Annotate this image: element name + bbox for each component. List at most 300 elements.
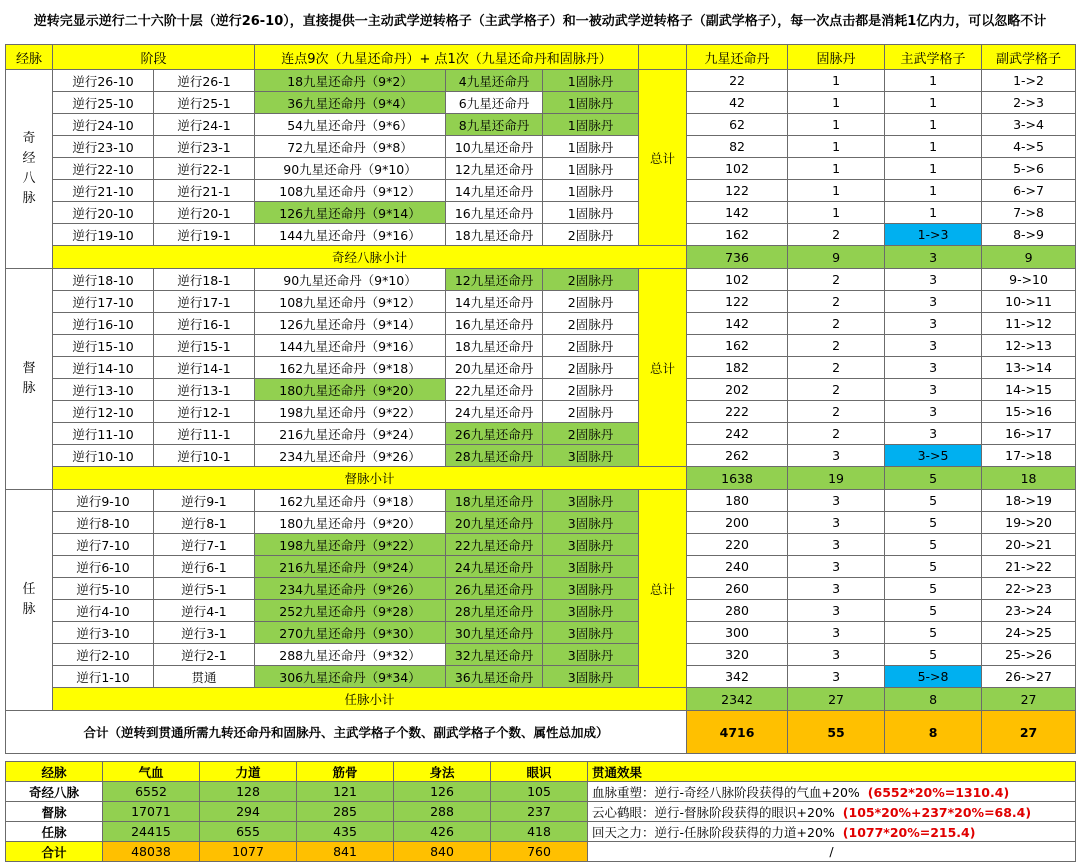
cost-nine-clicks: 72九星还命丹（9*8） bbox=[255, 136, 446, 158]
cost-nine-clicks: 108九星还命丹（9*12） bbox=[255, 291, 446, 313]
header-stage: 阶段 bbox=[53, 45, 255, 70]
cost-last-pill: 28九星还命丹 bbox=[446, 445, 543, 467]
sub-slot-count: 22->23 bbox=[982, 578, 1076, 600]
cost-last-gumai: 3固脉丹 bbox=[543, 512, 639, 534]
stat-value: 105 bbox=[491, 782, 588, 802]
effects-table bbox=[5, 761, 1076, 862]
main-slot-count: 3 bbox=[885, 269, 982, 291]
effect-cell bbox=[588, 822, 1076, 842]
effects-meridian-name: 奇经八脉 bbox=[6, 782, 103, 802]
main-slot-count: 3 bbox=[885, 335, 982, 357]
cost-nine-clicks: 270九星还命丹（9*30） bbox=[255, 622, 446, 644]
pill-count: 182 bbox=[687, 357, 788, 379]
subtotal-row bbox=[6, 246, 1076, 269]
stat-total: 841 bbox=[297, 842, 394, 862]
stage-end: 逆行20-1 bbox=[154, 202, 255, 224]
cost-nine-clicks: 36九星还命丹（9*4） bbox=[255, 92, 446, 114]
cost-last-pill: 12九星还命丹 bbox=[446, 269, 543, 291]
stat-value: 24415 bbox=[103, 822, 200, 842]
stage-start: 逆行1-10 bbox=[53, 666, 154, 688]
stage-end: 逆行15-1 bbox=[154, 335, 255, 357]
stage-start: 逆行15-10 bbox=[53, 335, 154, 357]
cost-nine-clicks: 216九星还命丹（9*24） bbox=[255, 423, 446, 445]
gumai-count: 1 bbox=[788, 70, 885, 92]
subtotal-gumai: 9 bbox=[788, 246, 885, 269]
table-row bbox=[6, 92, 1076, 114]
cost-last-pill: 20九星还命丹 bbox=[446, 357, 543, 379]
cost-last-gumai: 1固脉丹 bbox=[543, 136, 639, 158]
pill-count: 102 bbox=[687, 158, 788, 180]
pill-count: 342 bbox=[687, 666, 788, 688]
pill-count: 222 bbox=[687, 401, 788, 423]
gumai-count: 1 bbox=[788, 136, 885, 158]
cost-nine-clicks: 306九星还命丹（9*34） bbox=[255, 666, 446, 688]
cost-last-gumai: 3固脉丹 bbox=[543, 622, 639, 644]
gumai-count: 2 bbox=[788, 401, 885, 423]
subtotal-pills: 1638 bbox=[687, 467, 788, 490]
subtotal-label: 奇经八脉小计 bbox=[53, 246, 687, 269]
stat-total: 760 bbox=[491, 842, 588, 862]
cost-last-pill: 24九星还命丹 bbox=[446, 401, 543, 423]
sub-slot-count: 4->5 bbox=[982, 136, 1076, 158]
stage-end: 逆行5-1 bbox=[154, 578, 255, 600]
stage-end: 逆行21-1 bbox=[154, 180, 255, 202]
sub-slot-count: 10->11 bbox=[982, 291, 1076, 313]
header-combined: 连点9次（九星还命丹）+ 点1次（九星还命丹和固脉丹） bbox=[255, 45, 639, 70]
stage-start: 逆行7-10 bbox=[53, 534, 154, 556]
pill-count: 200 bbox=[687, 512, 788, 534]
sub-slot-count: 6->7 bbox=[982, 180, 1076, 202]
stat-header: 力道 bbox=[200, 762, 297, 782]
stage-start: 逆行26-10 bbox=[53, 70, 154, 92]
cost-last-gumai: 2固脉丹 bbox=[543, 269, 639, 291]
cost-last-gumai: 1固脉丹 bbox=[543, 92, 639, 114]
table-row bbox=[6, 512, 1076, 534]
gumai-count: 3 bbox=[788, 666, 885, 688]
table-row bbox=[6, 224, 1076, 246]
main-slot-count: 1 bbox=[885, 202, 982, 224]
meridian-name bbox=[6, 269, 53, 490]
main-slot-count: 5 bbox=[885, 534, 982, 556]
subtotal-gumai: 27 bbox=[788, 688, 885, 711]
meridian-label: 任脉 bbox=[22, 582, 36, 617]
table-row bbox=[6, 578, 1076, 600]
cost-nine-clicks: 198九星还命丹（9*22） bbox=[255, 534, 446, 556]
pill-count: 300 bbox=[687, 622, 788, 644]
stage-end: 逆行7-1 bbox=[154, 534, 255, 556]
table-row bbox=[6, 556, 1076, 578]
cost-last-pill: 26九星还命丹 bbox=[446, 578, 543, 600]
header-sub-slot: 副武学格子 bbox=[982, 45, 1076, 70]
subtotal-label: 任脉小计 bbox=[53, 688, 687, 711]
meridian-label: 奇经八脉 bbox=[22, 131, 36, 206]
total-label: 总计 bbox=[639, 70, 687, 246]
meridian-label: 督脉 bbox=[22, 361, 36, 396]
subtotal-label: 督脉小计 bbox=[53, 467, 687, 490]
cost-nine-clicks: 234九星还命丹（9*26） bbox=[255, 445, 446, 467]
stage-end: 逆行10-1 bbox=[154, 445, 255, 467]
table-row bbox=[6, 70, 1076, 92]
stat-header: 眼识 bbox=[491, 762, 588, 782]
cost-table bbox=[5, 44, 1076, 754]
pill-count: 42 bbox=[687, 92, 788, 114]
stage-start: 逆行21-10 bbox=[53, 180, 154, 202]
grand-total-gumai: 55 bbox=[788, 711, 885, 754]
gumai-count: 2 bbox=[788, 313, 885, 335]
gumai-count: 2 bbox=[788, 224, 885, 246]
main-slot-count: 1 bbox=[885, 158, 982, 180]
stage-start: 逆行9-10 bbox=[53, 490, 154, 512]
meridian-name bbox=[6, 70, 53, 269]
gumai-count: 3 bbox=[788, 445, 885, 467]
main-slot-count: 1 bbox=[885, 180, 982, 202]
stat-value: 285 bbox=[297, 802, 394, 822]
stage-start: 逆行16-10 bbox=[53, 313, 154, 335]
effect-cell bbox=[588, 782, 1076, 802]
main-slot-count: 3 bbox=[885, 423, 982, 445]
stage-start: 逆行19-10 bbox=[53, 224, 154, 246]
stage-end: 逆行16-1 bbox=[154, 313, 255, 335]
cost-last-gumai: 3固脉丹 bbox=[543, 534, 639, 556]
stage-end: 逆行18-1 bbox=[154, 269, 255, 291]
stage-end: 逆行23-1 bbox=[154, 136, 255, 158]
stage-end: 逆行2-1 bbox=[154, 644, 255, 666]
pill-count: 102 bbox=[687, 269, 788, 291]
pill-count: 320 bbox=[687, 644, 788, 666]
table-header-row bbox=[6, 45, 1076, 70]
stage-start: 逆行2-10 bbox=[53, 644, 154, 666]
stat-value: 6552 bbox=[103, 782, 200, 802]
cost-last-pill: 18九星还命丹 bbox=[446, 490, 543, 512]
sub-slot-count: 9->10 bbox=[982, 269, 1076, 291]
cost-last-pill: 20九星还命丹 bbox=[446, 512, 543, 534]
cost-last-gumai: 3固脉丹 bbox=[543, 445, 639, 467]
stage-end: 贯通 bbox=[154, 666, 255, 688]
cost-last-pill: 8九星还命丹 bbox=[446, 114, 543, 136]
main-slot-count: 5 bbox=[885, 600, 982, 622]
cost-nine-clicks: 288九星还命丹（9*32） bbox=[255, 644, 446, 666]
sub-slot-count: 19->20 bbox=[982, 512, 1076, 534]
cost-last-pill: 6九星还命丹 bbox=[446, 92, 543, 114]
main-slot-count: 5 bbox=[885, 578, 982, 600]
stat-value: 426 bbox=[394, 822, 491, 842]
stage-start: 逆行18-10 bbox=[53, 269, 154, 291]
cost-nine-clicks: 108九星还命丹（9*12） bbox=[255, 180, 446, 202]
effects-total-label: 合计 bbox=[6, 842, 103, 862]
cost-nine-clicks: 54九星还命丹（9*6） bbox=[255, 114, 446, 136]
main-slot-count: 1 bbox=[885, 114, 982, 136]
stage-end: 逆行8-1 bbox=[154, 512, 255, 534]
sub-slot-count: 12->13 bbox=[982, 335, 1076, 357]
gumai-count: 2 bbox=[788, 423, 885, 445]
cost-last-gumai: 1固脉丹 bbox=[543, 158, 639, 180]
cost-nine-clicks: 216九星还命丹（9*24） bbox=[255, 556, 446, 578]
table-row bbox=[6, 445, 1076, 467]
subtotal-main-slot: 8 bbox=[885, 688, 982, 711]
main-slot-count: 3 bbox=[885, 291, 982, 313]
gumai-count: 1 bbox=[788, 158, 885, 180]
stage-start: 逆行17-10 bbox=[53, 291, 154, 313]
effects-row bbox=[6, 802, 1076, 822]
gumai-count: 3 bbox=[788, 556, 885, 578]
header-spacer bbox=[639, 45, 687, 70]
cost-last-gumai: 2固脉丹 bbox=[543, 335, 639, 357]
stage-start: 逆行5-10 bbox=[53, 578, 154, 600]
stat-total: 1077 bbox=[200, 842, 297, 862]
cost-last-gumai: 2固脉丹 bbox=[543, 423, 639, 445]
main-slot-count: 5 bbox=[885, 556, 982, 578]
effects-row bbox=[6, 782, 1076, 802]
sub-slot-count: 17->18 bbox=[982, 445, 1076, 467]
sub-slot-count: 7->8 bbox=[982, 202, 1076, 224]
stat-header: 气血 bbox=[103, 762, 200, 782]
cost-last-pill: 22九星还命丹 bbox=[446, 534, 543, 556]
main-slot-count: 1->3 bbox=[885, 224, 982, 246]
main-slot-count: 3->5 bbox=[885, 445, 982, 467]
gumai-count: 2 bbox=[788, 269, 885, 291]
cost-last-pill: 30九星还命丹 bbox=[446, 622, 543, 644]
stage-start: 逆行10-10 bbox=[53, 445, 154, 467]
cost-last-pill: 10九星还命丹 bbox=[446, 136, 543, 158]
cost-nine-clicks: 198九星还命丹（9*22） bbox=[255, 401, 446, 423]
cost-last-pill: 32九星还命丹 bbox=[446, 644, 543, 666]
stat-value: 128 bbox=[200, 782, 297, 802]
subtotal-main-slot: 3 bbox=[885, 246, 982, 269]
subtotal-main-slot: 5 bbox=[885, 467, 982, 490]
gumai-count: 3 bbox=[788, 512, 885, 534]
sub-slot-count: 14->15 bbox=[982, 379, 1076, 401]
subtotal-pills: 736 bbox=[687, 246, 788, 269]
pill-count: 82 bbox=[687, 136, 788, 158]
effect-cell bbox=[588, 802, 1076, 822]
sub-slot-count: 26->27 bbox=[982, 666, 1076, 688]
cost-last-pill: 22九星还命丹 bbox=[446, 379, 543, 401]
effect-total: / bbox=[588, 842, 1076, 862]
gumai-count: 1 bbox=[788, 114, 885, 136]
main-slot-count: 5 bbox=[885, 512, 982, 534]
gumai-count: 1 bbox=[788, 202, 885, 224]
cost-last-gumai: 3固脉丹 bbox=[543, 644, 639, 666]
gumai-count: 2 bbox=[788, 335, 885, 357]
effects-header-row bbox=[6, 762, 1076, 782]
table-row bbox=[6, 600, 1076, 622]
table-row bbox=[6, 622, 1076, 644]
cost-last-pill: 16九星还命丹 bbox=[446, 313, 543, 335]
table-row bbox=[6, 644, 1076, 666]
stage-end: 逆行24-1 bbox=[154, 114, 255, 136]
header-meridian: 经脉 bbox=[6, 45, 53, 70]
stage-start: 逆行23-10 bbox=[53, 136, 154, 158]
cost-last-pill: 36九星还命丹 bbox=[446, 666, 543, 688]
stage-start: 逆行3-10 bbox=[53, 622, 154, 644]
stat-total: 840 bbox=[394, 842, 491, 862]
stage-start: 逆行22-10 bbox=[53, 158, 154, 180]
effect-description: 回天之力：逆行-任脉阶段获得的力道+20% bbox=[592, 824, 835, 840]
stage-end: 逆行25-1 bbox=[154, 92, 255, 114]
sub-slot-count: 18->19 bbox=[982, 490, 1076, 512]
table-row bbox=[6, 269, 1076, 291]
sub-slot-count: 8->9 bbox=[982, 224, 1076, 246]
stage-start: 逆行4-10 bbox=[53, 600, 154, 622]
gumai-count: 3 bbox=[788, 622, 885, 644]
cost-last-pill: 18九星还命丹 bbox=[446, 335, 543, 357]
stage-end: 逆行14-1 bbox=[154, 357, 255, 379]
stat-value: 126 bbox=[394, 782, 491, 802]
effect-calculation: (6552*20%=1310.4) bbox=[867, 784, 1010, 800]
gumai-count: 3 bbox=[788, 600, 885, 622]
pill-count: 22 bbox=[687, 70, 788, 92]
pill-count: 180 bbox=[687, 490, 788, 512]
cost-last-gumai: 1固脉丹 bbox=[543, 180, 639, 202]
cost-nine-clicks: 90九星还命丹（9*10） bbox=[255, 158, 446, 180]
stage-end: 逆行26-1 bbox=[154, 70, 255, 92]
cost-last-gumai: 1固脉丹 bbox=[543, 114, 639, 136]
main-slot-count: 3 bbox=[885, 357, 982, 379]
stage-end: 逆行4-1 bbox=[154, 600, 255, 622]
grand-total-label: 合计（逆转到贯通所需九转还命丹和固脉丹、主武学格子个数、副武学格子个数、属性总加成） bbox=[6, 711, 687, 754]
grand-total-pills: 4716 bbox=[687, 711, 788, 754]
effect-description: 血脉重塑：逆行-奇经八脉阶段获得的气血+20% bbox=[592, 784, 860, 800]
pill-count: 142 bbox=[687, 202, 788, 224]
cost-last-pill: 26九星还命丹 bbox=[446, 423, 543, 445]
sub-slot-count: 21->22 bbox=[982, 556, 1076, 578]
cost-last-gumai: 2固脉丹 bbox=[543, 313, 639, 335]
pill-count: 122 bbox=[687, 180, 788, 202]
page-title: 逆转完显示逆行二十六阶十层（逆行26-10），直接提供一主动武学逆转格子（主武学格子）和一被动武学逆转格子（副武学格子），每一次点击都是消耗1亿内力，可以忽略不计 bbox=[33, 14, 1047, 29]
pill-count: 260 bbox=[687, 578, 788, 600]
table-row bbox=[6, 490, 1076, 512]
main-slot-count: 3 bbox=[885, 379, 982, 401]
stage-start: 逆行24-10 bbox=[53, 114, 154, 136]
table-row bbox=[6, 158, 1076, 180]
table-row bbox=[6, 202, 1076, 224]
cost-nine-clicks: 180九星还命丹（9*20） bbox=[255, 379, 446, 401]
subtotal-row bbox=[6, 688, 1076, 711]
sub-slot-count: 16->17 bbox=[982, 423, 1076, 445]
stage-end: 逆行13-1 bbox=[154, 379, 255, 401]
sub-slot-count: 20->21 bbox=[982, 534, 1076, 556]
cost-last-gumai: 2固脉丹 bbox=[543, 224, 639, 246]
pill-count: 240 bbox=[687, 556, 788, 578]
cost-nine-clicks: 144九星还命丹（9*16） bbox=[255, 224, 446, 246]
table-row bbox=[6, 379, 1076, 401]
stage-end: 逆行9-1 bbox=[154, 490, 255, 512]
gumai-count: 2 bbox=[788, 379, 885, 401]
cost-nine-clicks: 252九星还命丹（9*28） bbox=[255, 600, 446, 622]
pill-count: 220 bbox=[687, 534, 788, 556]
gumai-count: 2 bbox=[788, 357, 885, 379]
cost-last-pill: 24九星还命丹 bbox=[446, 556, 543, 578]
stage-end: 逆行12-1 bbox=[154, 401, 255, 423]
pill-count: 162 bbox=[687, 224, 788, 246]
cost-last-gumai: 3固脉丹 bbox=[543, 556, 639, 578]
main-slot-count: 3 bbox=[885, 401, 982, 423]
total-label: 总计 bbox=[639, 490, 687, 688]
effect-description: 云心鹤眼：逆行-督脉阶段获得的眼识+20% bbox=[592, 804, 835, 820]
stat-header: 经脉 bbox=[6, 762, 103, 782]
gumai-count: 3 bbox=[788, 490, 885, 512]
stage-start: 逆行13-10 bbox=[53, 379, 154, 401]
table-row bbox=[6, 666, 1076, 688]
sub-slot-count: 13->14 bbox=[982, 357, 1076, 379]
pill-count: 162 bbox=[687, 335, 788, 357]
cost-last-gumai: 3固脉丹 bbox=[543, 666, 639, 688]
subtotal-row bbox=[6, 467, 1076, 490]
pill-count: 62 bbox=[687, 114, 788, 136]
cost-last-gumai: 3固脉丹 bbox=[543, 578, 639, 600]
cost-last-pill: 14九星还命丹 bbox=[446, 180, 543, 202]
main-slot-count: 1 bbox=[885, 70, 982, 92]
grand-total-main-slot: 8 bbox=[885, 711, 982, 754]
stage-start: 逆行25-10 bbox=[53, 92, 154, 114]
stat-value: 294 bbox=[200, 802, 297, 822]
subtotal-gumai: 19 bbox=[788, 467, 885, 490]
meridian-name bbox=[6, 490, 53, 711]
pill-count: 122 bbox=[687, 291, 788, 313]
cost-last-gumai: 2固脉丹 bbox=[543, 357, 639, 379]
table-row bbox=[6, 534, 1076, 556]
stat-value: 17071 bbox=[103, 802, 200, 822]
cost-last-pill: 16九星还命丹 bbox=[446, 202, 543, 224]
table-row bbox=[6, 313, 1076, 335]
subtotal-sub-slot: 18 bbox=[982, 467, 1076, 490]
cost-last-pill: 28九星还命丹 bbox=[446, 600, 543, 622]
total-label: 总计 bbox=[639, 269, 687, 467]
stage-start: 逆行12-10 bbox=[53, 401, 154, 423]
sub-slot-count: 3->4 bbox=[982, 114, 1076, 136]
subtotal-pills: 2342 bbox=[687, 688, 788, 711]
gumai-count: 1 bbox=[788, 180, 885, 202]
table-row bbox=[6, 114, 1076, 136]
gumai-count: 3 bbox=[788, 534, 885, 556]
header-gumai: 固脉丹 bbox=[788, 45, 885, 70]
cost-nine-clicks: 126九星还命丹（9*14） bbox=[255, 202, 446, 224]
cost-last-pill: 4九星还命丹 bbox=[446, 70, 543, 92]
main-slot-count: 5 bbox=[885, 644, 982, 666]
sub-slot-count: 5->6 bbox=[982, 158, 1076, 180]
effect-calculation: (105*20%+237*20%=68.4) bbox=[842, 804, 1032, 820]
stat-value: 655 bbox=[200, 822, 297, 842]
effects-row bbox=[6, 822, 1076, 842]
stage-end: 逆行11-1 bbox=[154, 423, 255, 445]
gumai-count: 2 bbox=[788, 291, 885, 313]
stage-end: 逆行17-1 bbox=[154, 291, 255, 313]
main-slot-count: 5->8 bbox=[885, 666, 982, 688]
cost-nine-clicks: 162九星还命丹（9*18） bbox=[255, 490, 446, 512]
table-row bbox=[6, 136, 1076, 158]
pill-count: 202 bbox=[687, 379, 788, 401]
cost-nine-clicks: 234九星还命丹（9*26） bbox=[255, 578, 446, 600]
sub-slot-count: 11->12 bbox=[982, 313, 1076, 335]
cost-last-gumai: 1固脉丹 bbox=[543, 70, 639, 92]
sub-slot-count: 25->26 bbox=[982, 644, 1076, 666]
cost-last-gumai: 3固脉丹 bbox=[543, 600, 639, 622]
grand-total-row bbox=[6, 711, 1076, 754]
stage-end: 逆行3-1 bbox=[154, 622, 255, 644]
stat-value: 418 bbox=[491, 822, 588, 842]
table-row bbox=[6, 357, 1076, 379]
effects-meridian-name: 督脉 bbox=[6, 802, 103, 822]
grand-total-sub-slot: 27 bbox=[982, 711, 1076, 754]
stage-start: 逆行6-10 bbox=[53, 556, 154, 578]
table-row bbox=[6, 180, 1076, 202]
sub-slot-count: 1->2 bbox=[982, 70, 1076, 92]
cost-nine-clicks: 180九星还命丹（9*20） bbox=[255, 512, 446, 534]
pill-count: 142 bbox=[687, 313, 788, 335]
stage-end: 逆行19-1 bbox=[154, 224, 255, 246]
stat-header: 筋骨 bbox=[297, 762, 394, 782]
header-pills: 九星还命丹 bbox=[687, 45, 788, 70]
